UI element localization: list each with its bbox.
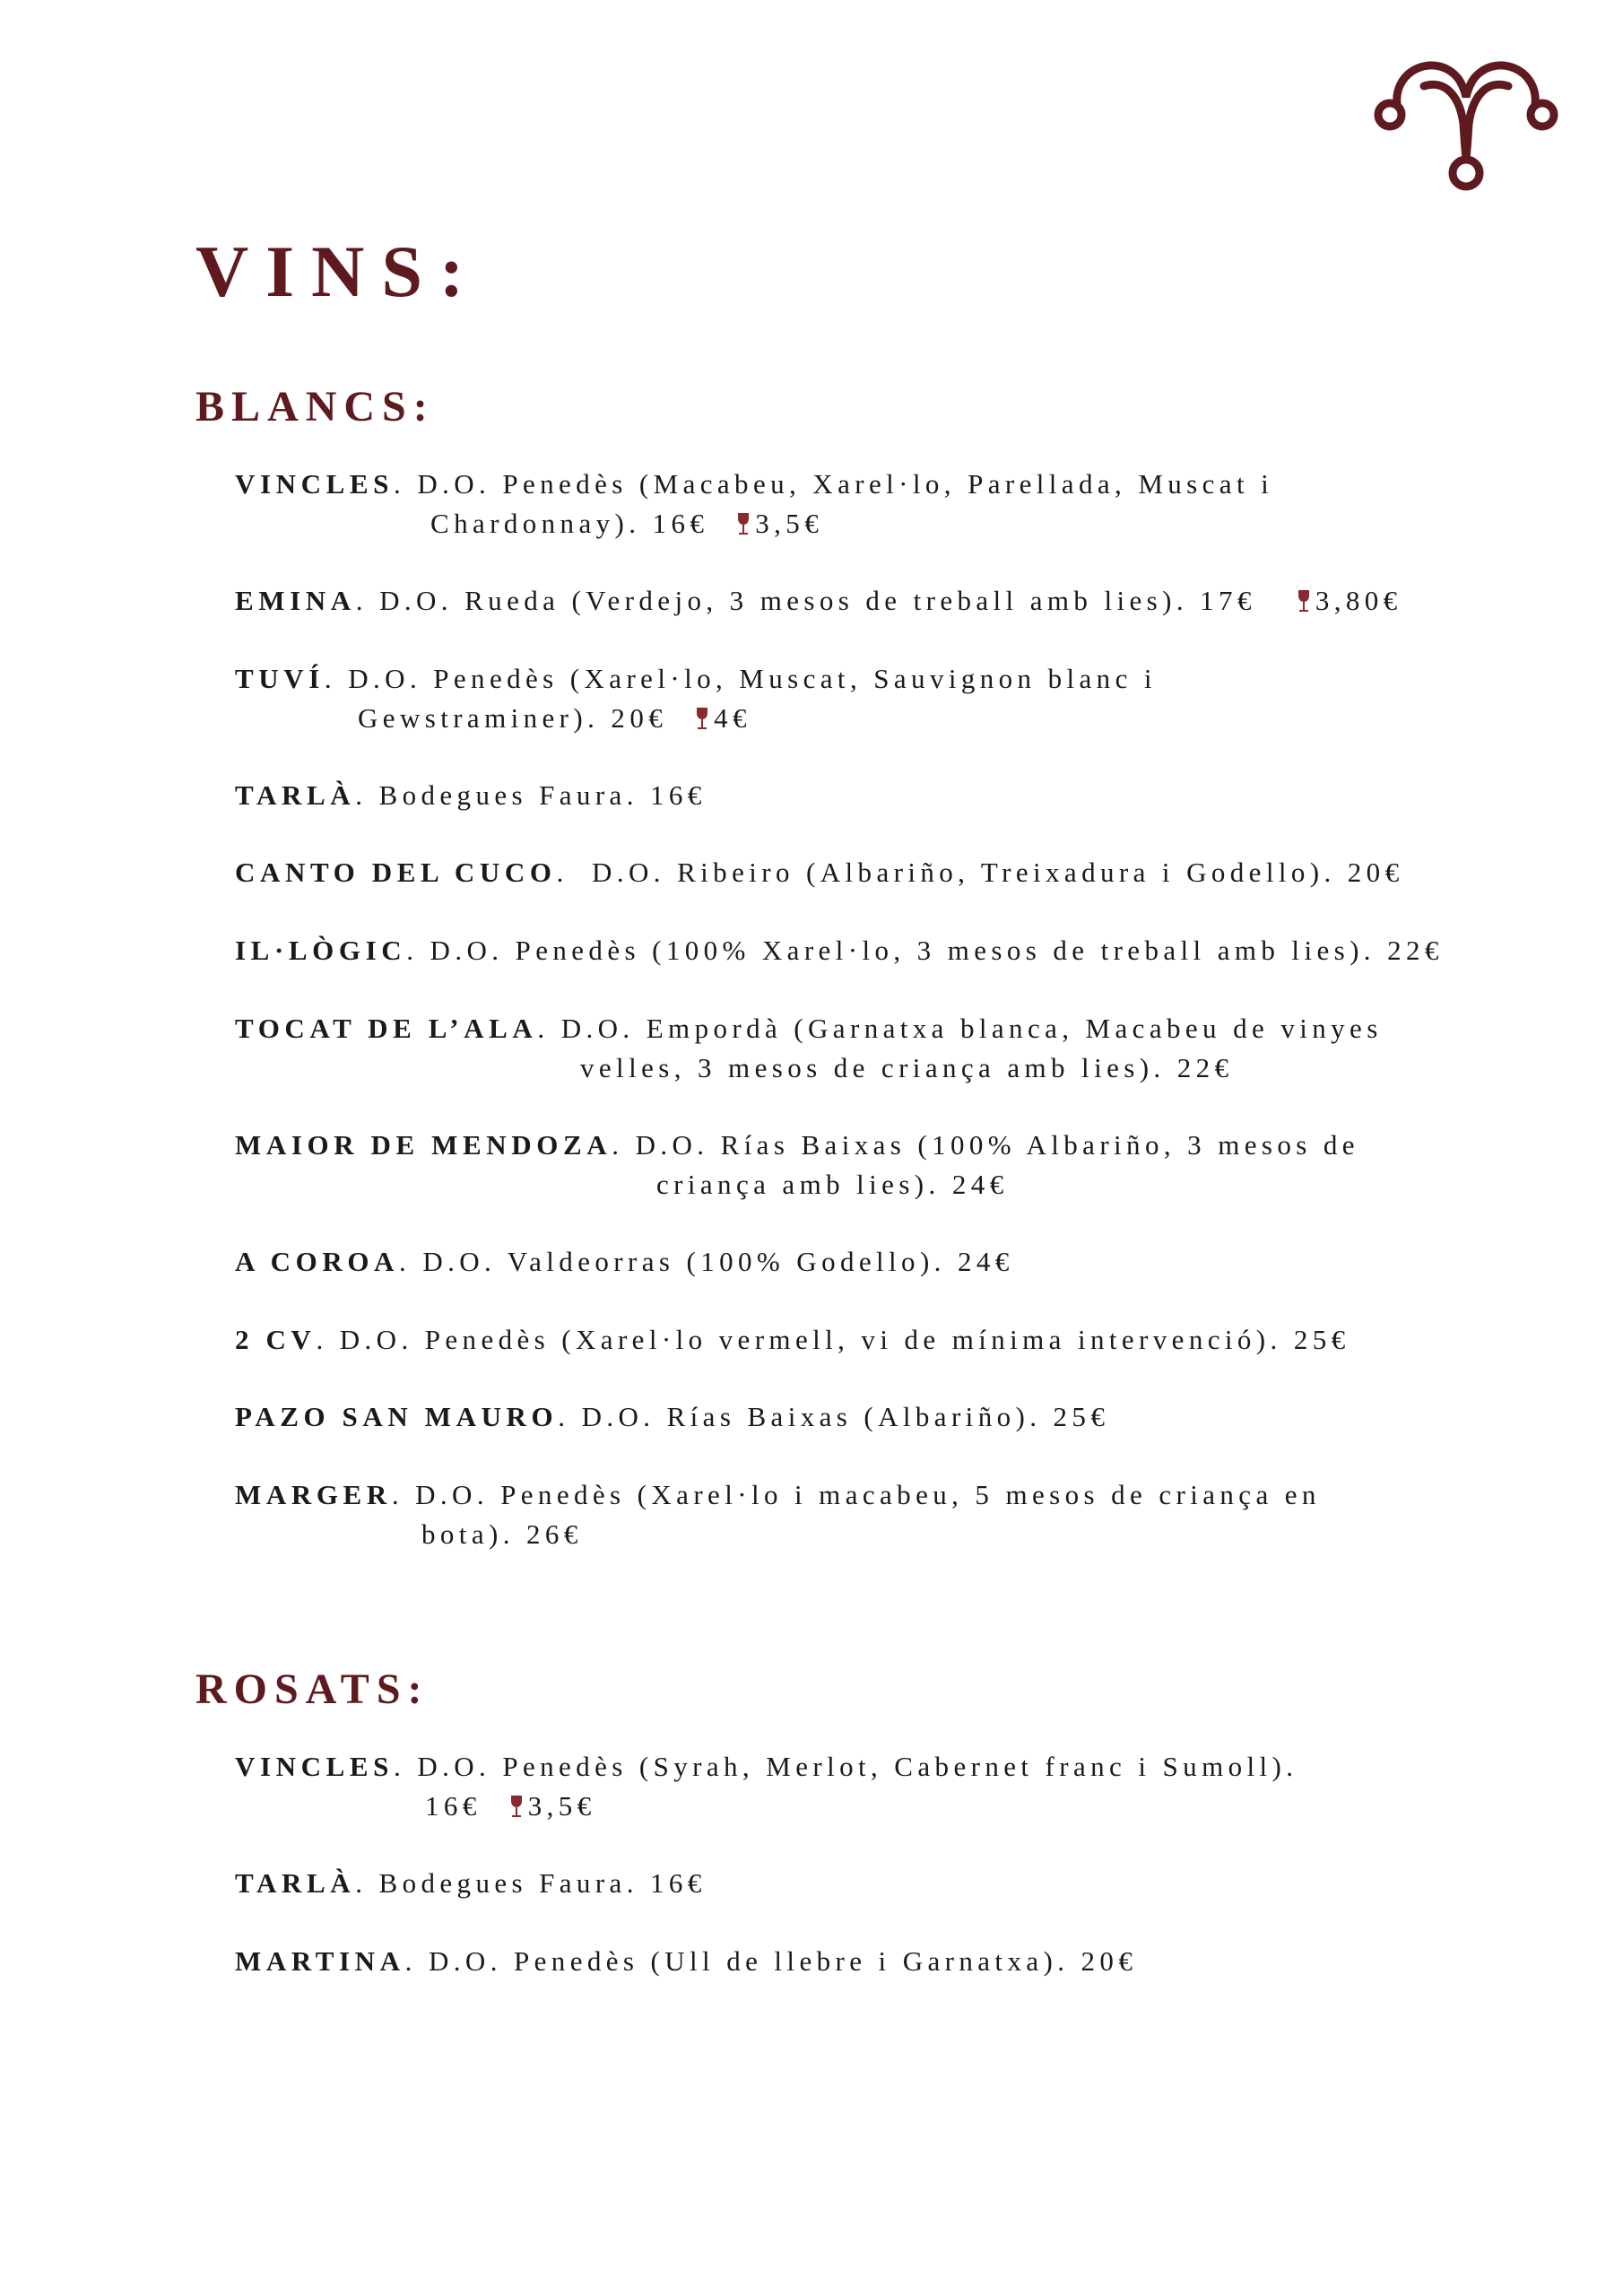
wine-name: CANTO DEL CUCO [235, 857, 557, 888]
wine-item [235, 931, 1544, 970]
wine-description-cont: Gewstraminer). 20€ [358, 702, 668, 734]
wine-description: . D.O. Valdeorras (100% Godello). 24€ [399, 1246, 1014, 1277]
wine-item [235, 853, 1544, 892]
wine-name: EMINA [235, 585, 356, 616]
glass-price: 3,5€ [527, 1790, 596, 1822]
wine-description: . Bodegues Faura. 16€ [355, 1867, 707, 1899]
wine-description: . D.O. Ribeiro (Albariño, Treixadura i Godello). 20€ [556, 857, 1404, 888]
wine-name: PAZO SAN MAURO [235, 1401, 559, 1432]
wine-description: . D.O. Penedès (Ull de llebre i Garnatxa). 20€ [404, 1945, 1138, 1977]
section-title-rosats: ROSATS: [195, 1665, 430, 1713]
wine-name: A COROA [235, 1246, 400, 1277]
wine-description: . D.O. Penedès (Xarel·lo i macabeu, 5 mesos de criança en [391, 1479, 1321, 1510]
wine-item [235, 1242, 1544, 1282]
jester-hat-icon [1363, 52, 1569, 196]
wine-name: MARGER [235, 1479, 392, 1510]
wine-description: . D.O. Empordà (Garnatxa blanca, Macabeu de vinyes [537, 1013, 1383, 1044]
wine-glass-icon [694, 707, 710, 730]
wine-name: MAIOR DE MENDOZA [235, 1129, 612, 1161]
wine-item [235, 776, 1544, 815]
page-title: VINS: [195, 230, 482, 312]
wine-description-cont: Chardonnay). 16€ [430, 508, 709, 539]
wine-glass-icon [508, 1795, 525, 1818]
glass-price: 3,5€ [755, 508, 824, 539]
wine-description: . D.O. Penedès (Syrah, Merlot, Cabernet franc i Sumoll). [394, 1751, 1298, 1782]
wine-description: . D.O. Rueda (Verdejo, 3 mesos de treball amb lies). 17€ [355, 585, 1256, 616]
wine-glass-icon [1296, 589, 1312, 613]
wine-description: . D.O. Penedès (100% Xarel·lo, 3 mesos de treball amb lies). 22€ [406, 935, 1444, 966]
wine-name: VINCLES [235, 1751, 395, 1782]
wine-description-cont: bota). 26€ [421, 1518, 583, 1550]
wine-item [235, 1397, 1544, 1437]
wine-name: VINCLES [235, 468, 395, 500]
wine-description-cont: criança amb lies). 24€ [656, 1169, 1009, 1200]
wine-item [235, 1126, 1544, 1205]
wine-item [235, 659, 1544, 738]
wine-item [235, 1942, 1544, 1981]
wine-name: TUVÍ [235, 663, 325, 694]
wine-description: . D.O. Rías Baixas (100% Albariño, 3 mesos de [612, 1129, 1359, 1161]
wine-description: . D.O. Rías Baixas (Albariño). 25€ [558, 1401, 1110, 1432]
wine-item [235, 581, 1544, 621]
wine-description: . D.O. Penedès (Xarel·lo vermell, vi de mínima intervenció). 25€ [316, 1324, 1350, 1355]
glass-price: 4€ [714, 702, 751, 734]
wine-description-cont: 16€ [425, 1790, 482, 1822]
glass-price: 3,80€ [1315, 585, 1402, 616]
wine-description-cont: velles, 3 mesos de criança amb lies). 22€ [580, 1052, 1234, 1083]
wine-item [235, 1747, 1544, 1826]
wine-glass-icon [735, 512, 751, 535]
wine-name: 2 CV [235, 1324, 317, 1355]
wine-item [235, 1320, 1544, 1360]
wine-name: TARLÀ [235, 779, 356, 811]
wine-item [235, 1009, 1544, 1088]
wine-name: MARTINA [235, 1945, 405, 1977]
wine-name: TARLÀ [235, 1867, 356, 1899]
wine-item [235, 1475, 1544, 1554]
wine-name: TOCAT DE L’ALA [235, 1013, 538, 1044]
wine-name: IL·LÒGIC [235, 935, 407, 966]
wine-description: . D.O. Penedès (Xarel·lo, Muscat, Sauvignon blanc i [324, 663, 1157, 694]
wine-description: . D.O. Penedès (Macabeu, Xarel·lo, Parellada, Muscat i [394, 468, 1274, 500]
wine-item [235, 1864, 1544, 1903]
section-title-blancs: BLANCS: [195, 383, 435, 430]
wine-description: . Bodegues Faura. 16€ [355, 779, 707, 811]
wine-item [235, 465, 1544, 544]
